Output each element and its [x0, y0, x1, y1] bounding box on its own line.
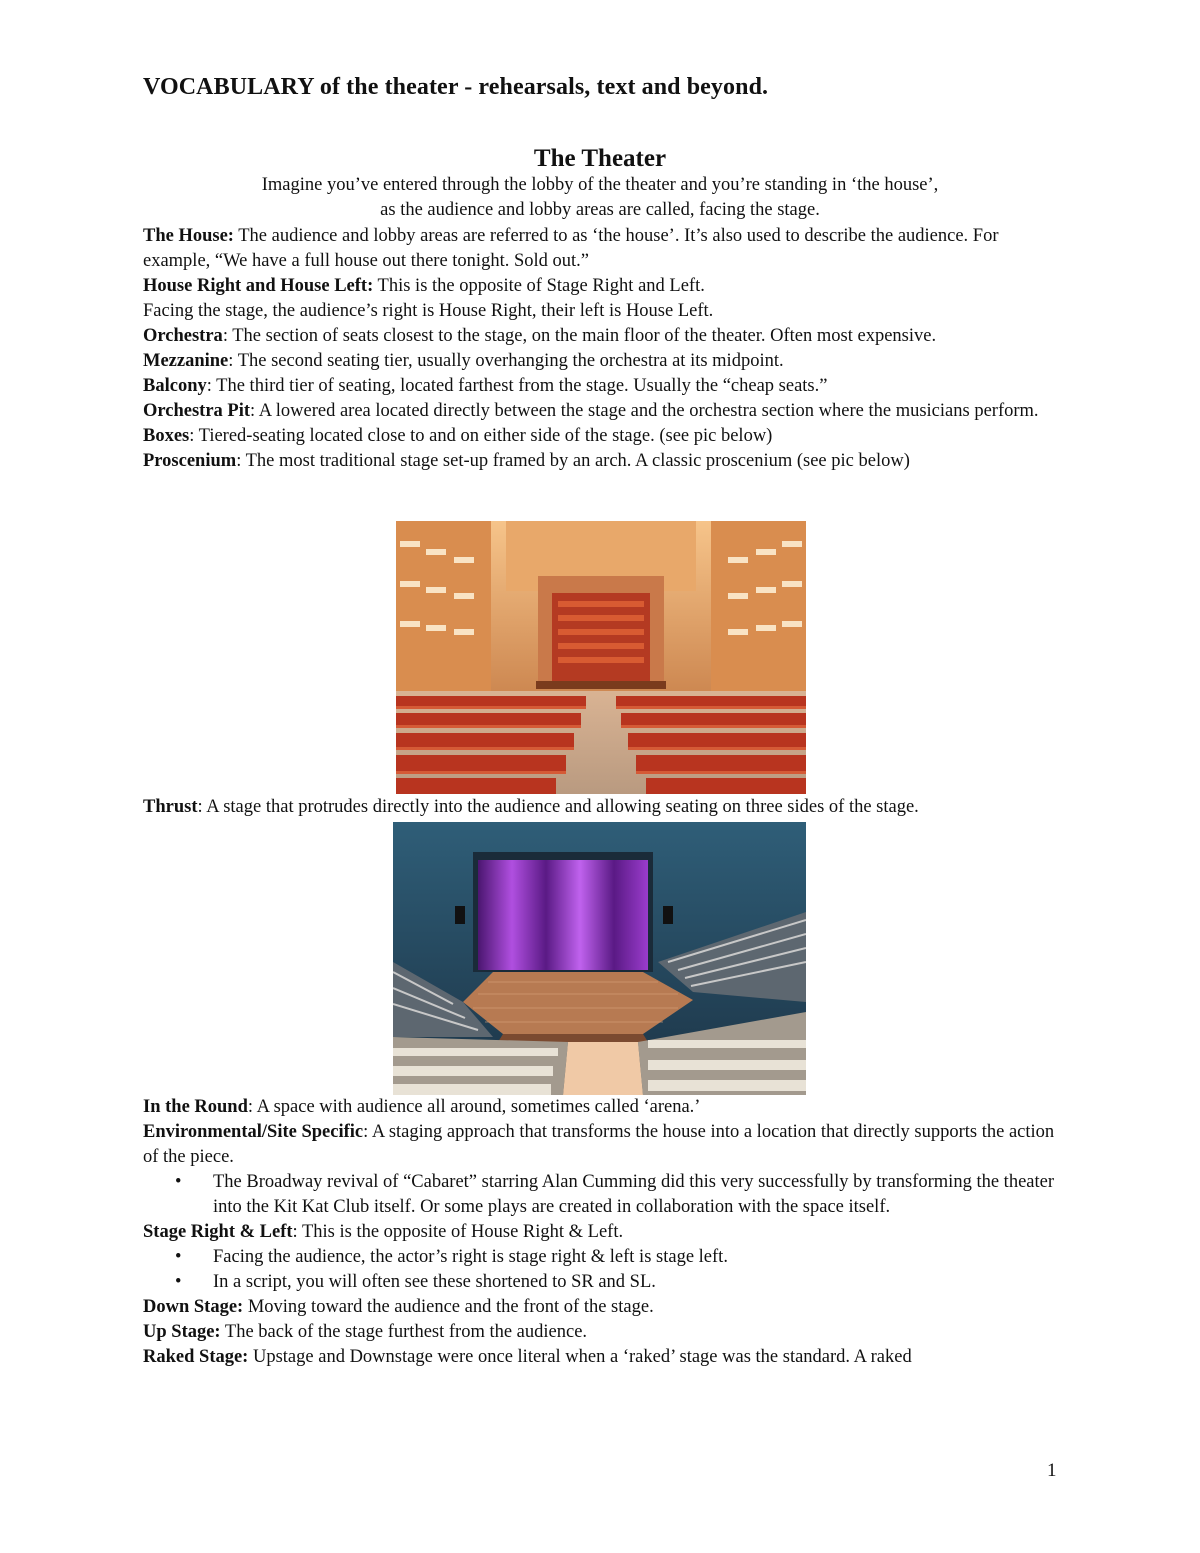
- intro-line-1: Imagine you’ve entered through the lobby of the theater and you’re standing in ‘the house’,: [261, 175, 939, 195]
- definition-orchestra-pit: [143, 399, 1058, 424]
- term-house-right-left: House Right and House Left:: [143, 276, 374, 296]
- term-down-stage: Down Stage:: [143, 1297, 244, 1317]
- bullet-item: • The Broadway revival of “Cabaret” starring Alan Cumming did this very successfully by transforming the theater into the Kit Kat Club itself. Or some plays are created in collaboration with the space itself.: [213, 1170, 1058, 1220]
- term-balcony: Balcony: [143, 376, 207, 396]
- term-up-stage: Up Stage:: [143, 1322, 221, 1342]
- bullet-item: • Facing the audience, the actor’s right is stage right & left is stage left.: [213, 1245, 1058, 1270]
- term-boxes: Boxes: [143, 426, 190, 446]
- definition-text: The back of the stage furthest from the audience.: [220, 1322, 588, 1342]
- intro-line-2: as the audience and lobby areas are called, facing the stage.: [380, 200, 820, 220]
- section-title: The Theater: [533, 145, 667, 172]
- thrust-theater-photo: [393, 822, 806, 1095]
- term-stage-right-left: Stage Right & Left: [143, 1222, 293, 1242]
- definition-environmental: [143, 1120, 1058, 1170]
- term-proscenium: Proscenium: [143, 451, 237, 471]
- definition-stage-right-left: [143, 1220, 1058, 1245]
- definitions-block-2: [143, 795, 1058, 820]
- definition-text: : A space with audience all around, sometimes called ‘arena.’: [247, 1097, 701, 1117]
- term-thrust: Thrust: [143, 797, 198, 817]
- house-right-left-note: Facing the stage, the audience’s right is House Right, their left is House Left.: [143, 301, 714, 321]
- definition-text: : Tiered-seating located close to and on either side of the stage. (see pic below): [189, 426, 773, 446]
- bullet-item: • In a script, you will often see these shortened to SR and SL.: [213, 1270, 1058, 1295]
- definition-text: Moving toward the audience and the front of the stage.: [243, 1297, 654, 1317]
- definition-thrust: [143, 795, 1058, 820]
- definition-text: : The section of seats closest to the stage, on the main floor of the theater. Often most expensive.: [222, 326, 937, 346]
- definition-text: : A staging approach that transforms the house into a location that directly supports the action of the piece.: [143, 1122, 1055, 1167]
- stage-right-left-bullets: [143, 1245, 1058, 1295]
- definition-down-stage: [143, 1295, 1058, 1320]
- definitions-block-1: [143, 224, 1058, 474]
- proscenium-theater-photo: [396, 521, 806, 794]
- definition-mezzanine: [143, 349, 1058, 374]
- definition-text: : This is the opposite of House Right & Left.: [292, 1222, 624, 1242]
- definition-text: This is the opposite of Stage Right and Left.: [373, 276, 705, 296]
- definition-text: : The second seating tier, usually overhanging the orchestra at its midpoint.: [228, 351, 784, 371]
- definition-text: Upstage and Downstage were once literal when a ‘raked’ stage was the standard. A raked: [248, 1347, 912, 1367]
- term-environmental: Environmental/Site Specific: [143, 1122, 364, 1142]
- definition-raked-stage: [143, 1345, 1058, 1370]
- definition-text: The audience and lobby areas are referred to as ‘the house’. It’s also used to describe the audience. For example, “We have a full house out there tonight. Sold out.”: [143, 226, 999, 271]
- term-orchestra: Orchestra: [143, 326, 223, 346]
- definitions-block-3: [143, 1095, 1058, 1370]
- term-in-the-round: In the Round: [143, 1097, 248, 1117]
- page-number: 1: [1047, 1460, 1057, 1481]
- environmental-bullets: [143, 1170, 1058, 1220]
- document-title: VOCABULARY of the theater - rehearsals, text and beyond.: [143, 74, 769, 100]
- definition-text: : The most traditional stage set-up framed by an arch. A classic proscenium (see pic below): [236, 451, 910, 471]
- definition-text: : The third tier of seating, located farthest from the stage. Usually the “cheap seats.”: [206, 376, 828, 396]
- definition-boxes: [143, 424, 1058, 449]
- definition-text: : A lowered area located directly between the stage and the orchestra section where the musicians perform.: [250, 401, 1039, 421]
- term-raked-stage: Raked Stage:: [143, 1347, 249, 1367]
- definition-proscenium: [143, 449, 1058, 474]
- definition-orchestra: [143, 324, 1058, 349]
- term-orchestra-pit: Orchestra Pit: [143, 401, 251, 421]
- definition-up-stage: [143, 1320, 1058, 1345]
- definition-balcony: [143, 374, 1058, 399]
- definition-house-right-left: [143, 274, 1058, 299]
- term-house: The House:: [143, 226, 234, 246]
- definition-house: [143, 224, 1058, 274]
- term-mezzanine: Mezzanine: [143, 351, 229, 371]
- definition-text: : A stage that protrudes directly into the audience and allowing seating on three sides of the stage.: [197, 797, 919, 817]
- definition-in-the-round: [143, 1095, 1058, 1120]
